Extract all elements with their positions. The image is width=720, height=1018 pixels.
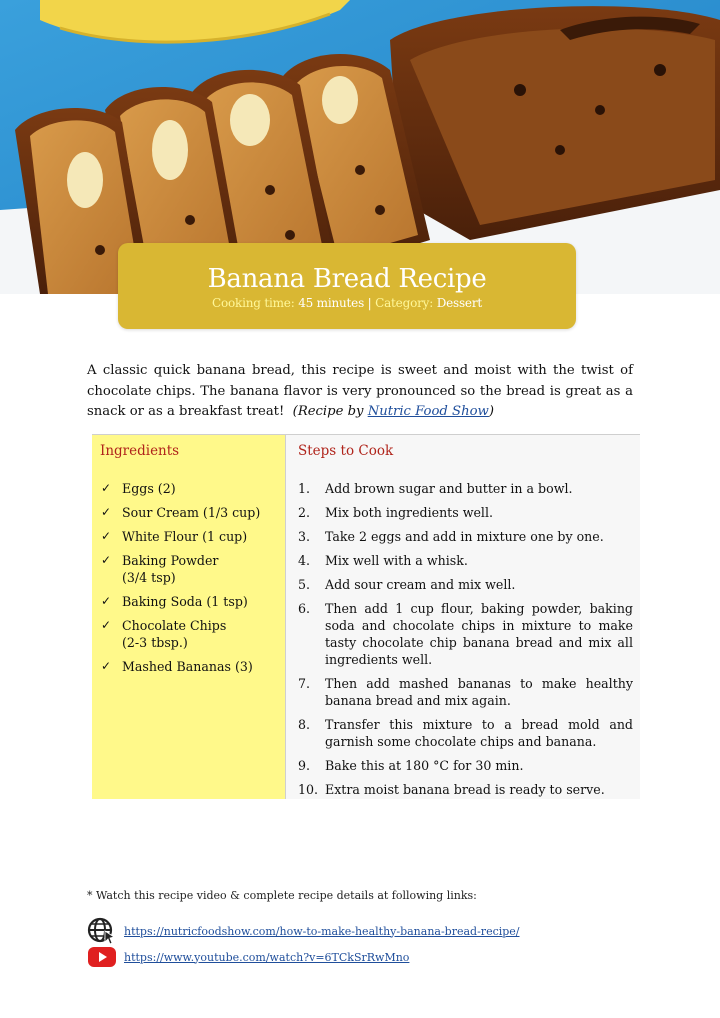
list-item	[100, 504, 285, 521]
globe-icon	[87, 917, 117, 945]
step-number: 4.	[298, 553, 311, 568]
step-number: 9.	[298, 758, 311, 773]
step-text: Mix both ingredients well.	[325, 505, 493, 520]
ingredient-text: Chocolate Chips (2-3 tbsp.)	[122, 618, 227, 650]
list-item	[298, 781, 633, 798]
youtube-link-row	[87, 946, 409, 968]
step-text: Extra moist banana bread is ready to serve.	[325, 782, 605, 797]
recipe-meta	[118, 296, 576, 310]
list-item	[298, 528, 633, 545]
youtube-link[interactable]: https://www.youtube.com/watch?v=6TCkSrRwMno	[124, 950, 410, 964]
list-item	[298, 480, 633, 497]
checkmark-icon: ✓	[101, 659, 112, 673]
ingredient-text: Baking Soda (1 tsp)	[122, 594, 248, 609]
intro-paragraph	[87, 361, 633, 423]
list-item	[298, 552, 633, 569]
list-item	[100, 528, 285, 545]
list-item	[100, 593, 285, 610]
list-item	[298, 576, 633, 593]
website-link-row	[87, 917, 520, 945]
ingredient-text: Sour Cream (1/3 cup)	[122, 505, 261, 520]
cooking-time-label: Cooking time:	[212, 296, 295, 310]
checkmark-icon: ✓	[101, 594, 112, 608]
checkmark-icon: ✓	[101, 505, 112, 519]
step-number: 7.	[298, 676, 311, 691]
list-item	[100, 617, 230, 651]
ingredient-text: White Flour (1 cup)	[122, 529, 248, 544]
ingredients-heading: Ingredients	[100, 443, 180, 459]
recipe-credit	[293, 404, 494, 419]
steps-list	[298, 480, 633, 798]
step-text: Transfer this mixture to a bread mold and garnish some chocolate chips and banana.	[325, 717, 633, 749]
step-text: Then add 1 cup flour, baking powder, baking soda and chocolate chips in mixture to make tasty chocolate chip banana bread and mix all ingredients well.	[325, 601, 633, 667]
step-number: 5.	[298, 577, 311, 592]
step-number: 3.	[298, 529, 311, 544]
category-value: Dessert	[436, 296, 482, 310]
ingredient-text: Mashed Bananas (3)	[122, 659, 253, 674]
ingredients-list	[100, 480, 285, 675]
ingredient-text: Eggs (2)	[122, 481, 176, 496]
checkmark-icon: ✓	[101, 618, 112, 632]
steps-panel	[286, 435, 640, 799]
step-number: 8.	[298, 717, 311, 732]
checkmark-icon: ✓	[101, 553, 112, 567]
credit-link[interactable]: Nutric Food Show	[367, 404, 489, 419]
recipe-box	[92, 434, 640, 799]
step-text: Then add mashed bananas to make healthy banana bread and mix again.	[325, 676, 633, 708]
list-item	[298, 600, 633, 668]
cooking-time-value: 45 minutes |	[298, 296, 372, 310]
checkmark-icon: ✓	[101, 529, 112, 543]
step-text: Bake this at 180 °C for 30 min.	[325, 758, 524, 773]
step-number: 6.	[298, 601, 311, 616]
step-number: 10.	[298, 782, 319, 797]
ingredients-panel	[92, 435, 286, 799]
step-text: Add sour cream and mix well.	[325, 577, 516, 592]
step-text: Take 2 eggs and add in mixture one by one.	[325, 529, 604, 544]
checkmark-icon: ✓	[101, 481, 112, 495]
list-item	[298, 504, 633, 521]
step-text: Mix well with a whisk.	[325, 553, 468, 568]
list-item	[100, 552, 230, 586]
list-item	[100, 658, 285, 675]
list-item	[298, 675, 633, 709]
category-label: Category:	[375, 296, 434, 310]
credit-suffix: )	[488, 404, 494, 419]
step-text: Add brown sugar and butter in a bowl.	[325, 481, 573, 496]
page-title: Banana Bread Recipe	[207, 264, 487, 294]
list-item	[298, 716, 633, 750]
credit-prefix: (Recipe by	[292, 404, 364, 419]
step-number: 2.	[298, 505, 311, 520]
website-link[interactable]: https://nutricfoodshow.com/how-to-make-healthy-banana-bread-recipe/	[124, 924, 520, 938]
list-item	[100, 480, 285, 497]
intro-text: A classic quick banana bread, this recipe is sweet and moist with the twist of chocolate chips. The banana flavor is very pronounced so the bread is great as a snack or as a breakfast treat!	[87, 363, 633, 419]
steps-heading: Steps to Cook	[298, 443, 394, 459]
step-number: 1.	[298, 481, 311, 496]
title-card	[118, 243, 576, 329]
list-item	[298, 757, 633, 774]
footer-note: * Watch this recipe video & complete recipe details at following links:	[87, 889, 477, 902]
ingredient-text: Baking Powder (3/4 tsp)	[122, 553, 219, 585]
youtube-icon	[87, 946, 117, 968]
